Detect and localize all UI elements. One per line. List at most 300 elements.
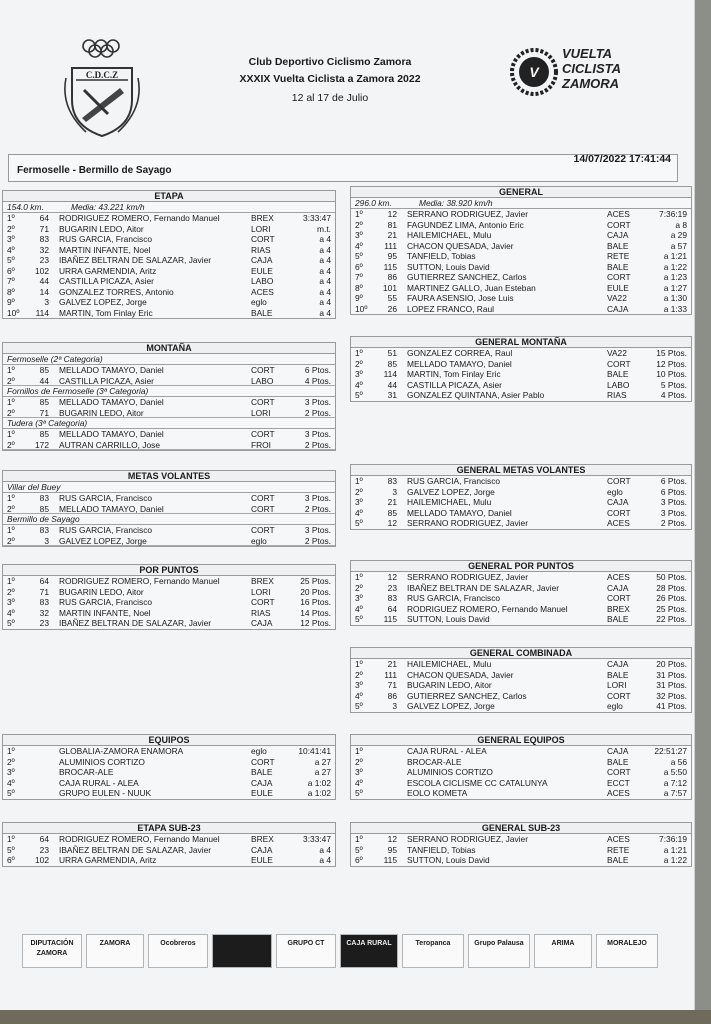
rider-name-cell: TANFIELD, Tobias	[407, 844, 476, 855]
table-title: MONTAÑA	[3, 343, 335, 354]
team-code-cell: CAJA	[607, 230, 629, 240]
bib-cell: 14	[39, 286, 49, 297]
bib-cell: 102	[35, 265, 49, 276]
rider-name-cell: GRUPO EULEN - NUUK	[59, 788, 152, 798]
team-code-cell: BREX	[607, 603, 630, 614]
rider-name-cell: MELLADO TAMAYO, Daniel	[59, 429, 164, 439]
table-row	[351, 497, 691, 508]
sub23-table	[2, 822, 336, 867]
bib-cell: 23	[387, 582, 397, 593]
rank-cell: 5º	[7, 618, 15, 628]
bib-cell: 83	[387, 476, 397, 486]
rank-cell: 1º	[7, 576, 15, 586]
table-row	[3, 276, 335, 287]
rider-name-cell: FAGUNDEZ LIMA, Antonio Eric	[407, 219, 524, 230]
table-row	[351, 583, 691, 594]
result-cell: a 29	[670, 230, 687, 240]
table-row	[351, 680, 691, 691]
rank-cell: 3º	[7, 767, 15, 777]
rider-name-cell: GUTIERREZ SANCHEZ, Carlos	[407, 272, 527, 282]
table-row	[351, 701, 691, 712]
rank-cell: 3º	[355, 680, 363, 690]
rank-cell: 6º	[7, 265, 15, 276]
rider-name-cell: RODRIGUEZ ROMERO, Fernando Manuel	[59, 576, 220, 586]
result-cell: a 5:50	[663, 767, 687, 777]
table-row	[3, 746, 335, 757]
result-cell: 25 Ptos.	[656, 603, 687, 614]
bib-cell: 12	[387, 209, 397, 219]
team-code-cell: CORT	[251, 525, 275, 535]
result-cell: 3 Ptos.	[660, 507, 687, 518]
result-cell: 3:33:47	[303, 834, 331, 844]
rider-name-cell: RUS GARCIA, Francisco	[59, 234, 153, 244]
bib-cell: 44	[39, 375, 49, 386]
bib-cell: 85	[39, 365, 49, 375]
team-code-cell: LORI	[251, 407, 271, 418]
bib-cell: 3	[44, 297, 49, 307]
rider-name-cell: MELLADO TAMAYO, Daniel	[59, 365, 164, 375]
result-cell: 22 Ptos.	[656, 614, 687, 624]
rider-name-cell: MELLADO TAMAYO, Daniel	[59, 397, 164, 407]
bib-cell: 71	[39, 407, 49, 418]
team-code-cell: CAJA	[607, 746, 629, 756]
result-cell: a 56	[670, 756, 687, 767]
rank-cell: 4º	[7, 244, 15, 255]
result-cell: 2 Ptos.	[660, 518, 687, 528]
team-code-cell: ACES	[251, 286, 274, 297]
team-code-cell: EULE	[251, 265, 273, 276]
team-code-cell: LORI	[251, 223, 271, 234]
team-code-cell: CORT	[607, 507, 631, 518]
rank-cell: 1º	[355, 746, 363, 756]
result-cell: a 1:02	[307, 777, 331, 788]
rider-name-cell: MARTINEZ GALLO, Juan Esteban	[407, 282, 536, 293]
result-cell: 26 Ptos.	[656, 593, 687, 603]
bib-cell: 71	[387, 680, 397, 690]
result-cell: 12 Ptos.	[656, 358, 687, 369]
distance: 154.0 km.	[7, 202, 44, 212]
team-code-cell: ACES	[607, 834, 630, 844]
rank-cell: 1º	[355, 834, 363, 844]
rider-name-cell: MARTIN, Tom Finlay Eric	[407, 369, 501, 379]
rider-name-cell: CAJA RURAL - ALEA	[59, 777, 139, 788]
rank-cell: 5º	[355, 390, 363, 400]
table-row	[3, 213, 335, 224]
rank-cell: 1º	[7, 397, 15, 407]
result-cell: 6 Ptos.	[660, 476, 687, 486]
team-code-cell: BALE	[607, 614, 629, 624]
rank-cell: 5º	[355, 701, 363, 711]
result-cell: m.t.	[317, 223, 331, 234]
rider-name-cell: GLOBALIA-ZAMORA ENAMORA	[59, 746, 184, 756]
table-row	[3, 397, 335, 408]
result-cell: 50 Ptos.	[656, 572, 687, 582]
rider-name-cell: IBAÑEZ BELTRAN DE SALAZAR, Javier	[59, 618, 212, 628]
rank-cell: 1º	[7, 493, 15, 503]
bib-cell: 64	[387, 603, 397, 614]
team-code-cell: ECCT	[607, 777, 630, 788]
result-cell: 22:51:27	[654, 746, 687, 756]
rank-cell: 8º	[7, 286, 15, 297]
team-code-cell: ACES	[607, 788, 630, 798]
table-title: GENERAL EQUIPOS	[351, 735, 691, 746]
team-code-cell: CAJA	[607, 303, 629, 314]
rank-cell: 6º	[355, 261, 363, 272]
rider-name-cell: RUS GARCIA, Francisco	[407, 593, 501, 603]
table-row	[351, 845, 691, 856]
team-code-cell: eglo	[251, 535, 267, 546]
bib-cell: 55	[387, 293, 397, 303]
rank-cell: 10º	[7, 307, 20, 318]
rider-name-cell: HAILEMICHAEL, Mulu	[407, 230, 492, 240]
table-row	[3, 255, 335, 266]
sponsor-logo: GRUPO CT	[276, 934, 336, 968]
table-row	[351, 262, 691, 273]
rank-cell: 2º	[355, 219, 363, 230]
table-row	[3, 834, 335, 845]
rider-name-cell: SUTTON, Louis David	[407, 855, 490, 865]
rider-name-cell: AUTRAN CARRILLO, Jose	[59, 439, 160, 450]
bib-cell: 31	[387, 390, 397, 400]
rank-cell: 4º	[355, 777, 363, 788]
table-row	[3, 234, 335, 245]
metas-table	[2, 470, 336, 547]
team-code-cell: LABO	[251, 375, 274, 386]
combinada-table	[350, 647, 692, 713]
sponsor-logo: ZAMORA	[86, 934, 144, 968]
result-cell: a 1:23	[663, 272, 687, 282]
table-row	[3, 608, 335, 619]
rider-name-cell: SERRANO RODRIGUEZ, Javier	[407, 572, 528, 582]
table-row	[351, 230, 691, 241]
result-cell: 4 Ptos.	[304, 375, 331, 386]
brand-line: CICLISTA	[562, 61, 621, 76]
team-code-cell: ACES	[607, 209, 630, 219]
rider-name-cell: GALVEZ LOPEZ, Jorge	[407, 701, 495, 711]
bib-cell: 64	[39, 576, 49, 586]
team-code-cell: BALE	[607, 669, 629, 680]
team-code-cell: CORT	[251, 597, 275, 607]
rank-cell: 8º	[355, 282, 363, 293]
race-dates: 12 al 17 de Julio	[291, 92, 369, 104]
bib-cell: 114	[383, 369, 397, 379]
table-title: ETAPA SUB-23	[3, 823, 335, 834]
rider-name-cell: IBAÑEZ BELTRAN DE SALAZAR, Javier	[407, 582, 560, 593]
team-code-cell: CAJA	[251, 844, 273, 855]
rider-name-cell: BUGARIN LEDO, Aitor	[59, 586, 144, 597]
team-code-cell: VA22	[607, 293, 627, 303]
table-row	[3, 365, 335, 376]
bib-cell: 44	[39, 276, 49, 286]
team-code-cell: CAJA	[251, 618, 273, 628]
rank-cell: 1º	[355, 572, 363, 582]
bib-cell: 23	[39, 255, 49, 265]
team-code-cell: CAJA	[607, 659, 629, 669]
result-cell: 7:36:19	[659, 834, 687, 844]
bib-cell: 86	[387, 272, 397, 282]
team-code-cell: RIAS	[251, 244, 271, 255]
rider-name-cell: CHACON QUESADA, Javier	[407, 240, 514, 251]
result-cell: a 1:22	[663, 855, 687, 865]
rider-name-cell: RUS GARCIA, Francisco	[59, 597, 153, 607]
result-cell: a 4	[319, 244, 331, 255]
team-code-cell: LORI	[607, 680, 627, 690]
table-row	[3, 788, 335, 799]
rider-name-cell: IBAÑEZ BELTRAN DE SALAZAR, Javier	[59, 255, 212, 265]
team-code-cell: BALE	[251, 767, 273, 777]
table-row	[351, 251, 691, 262]
result-cell: a 4	[319, 276, 331, 286]
table-row	[3, 597, 335, 608]
table-row	[351, 746, 691, 757]
team-code-cell: RETE	[607, 251, 630, 261]
result-cell: a 1:33	[663, 303, 687, 314]
team-code-cell: CORT	[251, 397, 275, 407]
bib-cell: 114	[35, 307, 49, 318]
rank-cell: 3º	[7, 597, 15, 607]
rider-name-cell: MELLADO TAMAYO, Daniel	[407, 358, 512, 369]
sponsor-logo: Teropanca	[402, 934, 464, 968]
bib-cell: 85	[387, 358, 397, 369]
table-row	[351, 380, 691, 391]
rank-cell: 2º	[7, 535, 15, 546]
table-row	[351, 487, 691, 498]
rank-cell: 10º	[355, 303, 368, 314]
table-row	[351, 209, 691, 220]
table-title: METAS VOLANTES	[3, 471, 335, 482]
rank-cell: 3º	[355, 593, 363, 603]
result-cell: a 1:02	[307, 788, 331, 798]
rider-name-cell: BROCAR-ALE	[59, 767, 114, 777]
table-row	[3, 587, 335, 598]
team-code-cell: CORT	[607, 767, 631, 777]
montana-table	[2, 342, 336, 451]
result-cell: a 4	[319, 265, 331, 276]
rider-name-cell: ALUMINIOS CORTIZO	[59, 756, 145, 767]
rider-name-cell: BUGARIN LEDO, Aitor	[407, 680, 492, 690]
rider-name-cell: GONZALEZ CORREA, Raul	[407, 348, 513, 358]
bib-cell: 21	[387, 497, 397, 507]
bib-cell: 83	[387, 593, 397, 603]
team-code-cell: eglo	[607, 701, 623, 711]
result-cell: a 7:12	[663, 777, 687, 788]
rank-cell: 2º	[7, 586, 15, 597]
rider-name-cell: MARTIN INFANTE, Noel	[59, 244, 151, 255]
result-cell: 3 Ptos.	[304, 525, 331, 535]
sponsor-strip	[22, 934, 672, 970]
result-cell: a 4	[319, 255, 331, 265]
rank-cell: 1º	[355, 659, 363, 669]
team-code-cell: CORT	[607, 358, 631, 369]
table-row	[351, 348, 691, 359]
rank-cell: 1º	[7, 525, 15, 535]
rider-name-cell: URRA GARMENDIA, Aritz	[59, 855, 157, 865]
bib-cell: 12	[387, 518, 397, 528]
team-code-cell: RIAS	[251, 607, 271, 618]
rider-name-cell: GALVEZ LOPEZ, Jorge	[59, 297, 147, 307]
bib-cell: 12	[387, 572, 397, 582]
team-code-cell: CORT	[251, 493, 275, 503]
rank-cell: 3º	[7, 234, 15, 244]
result-cell: 10 Ptos.	[656, 369, 687, 379]
equipos-table	[2, 734, 336, 800]
team-code-cell: RETE	[607, 844, 630, 855]
bib-cell: 21	[387, 230, 397, 240]
table-row	[3, 493, 335, 504]
result-cell: 3 Ptos.	[304, 429, 331, 439]
table-row	[351, 767, 691, 778]
general-equipos-table	[350, 734, 692, 800]
rank-cell: 2º	[355, 358, 363, 369]
rider-name-cell: HAILEMICHAEL, Mulu	[407, 659, 492, 669]
bib-cell: 64	[39, 213, 49, 223]
table-title: GENERAL POR PUNTOS	[351, 561, 691, 572]
rank-cell: 6º	[7, 855, 15, 865]
rank-cell: 3º	[355, 369, 363, 379]
team-code-cell: BALE	[251, 307, 273, 318]
table-row	[351, 778, 691, 789]
team-code-cell: EULE	[251, 788, 273, 798]
rider-name-cell: SERRANO RODRIGUEZ, Javier	[407, 834, 528, 844]
bib-cell: 83	[39, 493, 49, 503]
team-code-cell: CORT	[607, 219, 631, 230]
team-code-cell: eglo	[251, 297, 267, 307]
rank-cell: 9º	[355, 293, 363, 303]
table-row	[3, 778, 335, 789]
etapa-table	[2, 190, 336, 319]
table-row	[3, 408, 335, 419]
result-cell: 32 Ptos.	[656, 690, 687, 701]
rank-cell: 2º	[7, 375, 15, 386]
svg-text:C.D.C.Z: C.D.C.Z	[85, 70, 119, 80]
rank-cell: 2º	[355, 582, 363, 593]
rank-cell: 2º	[355, 669, 363, 680]
table-row	[351, 855, 691, 866]
bib-cell: 85	[39, 429, 49, 439]
team-code-cell: LORI	[251, 586, 271, 597]
puntos-table	[2, 564, 336, 630]
rank-cell: 3º	[355, 497, 363, 507]
result-cell: 12 Ptos.	[300, 618, 331, 628]
sponsor-logo: Ocobreros	[148, 934, 208, 968]
rank-cell: 7º	[355, 272, 363, 282]
team-code-cell: BREX	[251, 576, 274, 586]
table-row	[3, 855, 335, 866]
result-cell: a 7:57	[663, 788, 687, 798]
table-row	[3, 618, 335, 629]
table-title: GENERAL METAS VOLANTES	[351, 465, 691, 476]
team-code-cell: FROI	[251, 439, 272, 450]
result-cell: 28 Ptos.	[656, 582, 687, 593]
table-row	[351, 659, 691, 670]
team-code-cell: eglo	[607, 486, 623, 497]
table-row	[3, 576, 335, 587]
table-row	[3, 536, 335, 547]
result-cell: 41 Ptos.	[656, 701, 687, 711]
rider-name-cell: IBAÑEZ BELTRAN DE SALAZAR, Javier	[59, 844, 212, 855]
rider-name-cell: BUGARIN LEDO, Aitor	[59, 223, 144, 234]
race-name: XXXIX Vuelta Ciclista a Zamora 2022	[239, 73, 421, 85]
team-code-cell: CORT	[251, 234, 275, 244]
table-row	[3, 504, 335, 515]
rider-name-cell: MELLADO TAMAYO, Daniel	[407, 507, 512, 518]
result-cell: a 57	[670, 240, 687, 251]
bib-cell: 3	[392, 486, 397, 497]
table-row	[3, 525, 335, 536]
team-code-cell: LABO	[607, 379, 630, 390]
rider-name-cell: ESCOLA CICLISME CC CATALUNYA	[407, 777, 548, 788]
bib-cell: 3	[392, 701, 397, 711]
table-title: GENERAL MONTAÑA	[351, 337, 691, 348]
bib-cell: 95	[387, 844, 397, 855]
team-code-cell: EULE	[607, 282, 629, 293]
rider-name-cell: RODRIGUEZ ROMERO, Fernando Manuel	[59, 834, 220, 844]
result-cell: 2 Ptos.	[304, 439, 331, 450]
table-row	[3, 429, 335, 440]
table-row	[351, 304, 691, 315]
rank-cell: 4º	[355, 379, 363, 390]
general-puntos-table	[350, 560, 692, 626]
bib-cell: 26	[387, 303, 397, 314]
rank-cell: 2º	[355, 486, 363, 497]
rider-name-cell: CAJA RURAL - ALEA	[407, 746, 487, 756]
team-code-cell: CAJA	[251, 255, 273, 265]
result-cell: 3 Ptos.	[304, 397, 331, 407]
team-code-cell: CORT	[607, 690, 631, 701]
team-code-cell: ACES	[607, 572, 630, 582]
bib-cell: 95	[387, 251, 397, 261]
result-cell: 14 Ptos.	[300, 607, 331, 618]
table-row	[3, 287, 335, 298]
sponsor-logo: DIPUTACIÓN ZAMORA	[22, 934, 82, 968]
group-heading: Villar del Buey	[3, 482, 335, 493]
team-code-cell: EULE	[251, 855, 273, 865]
table-row	[3, 224, 335, 235]
sponsor-logo	[212, 934, 272, 968]
rank-cell: 5º	[355, 251, 363, 261]
team-code-cell: CAJA	[251, 777, 273, 788]
rank-cell: 2º	[7, 407, 15, 418]
table-row	[351, 691, 691, 702]
rider-name-cell: GONZALEZ TORRES, Antonio	[59, 286, 174, 297]
bib-cell: 23	[39, 618, 49, 628]
rider-name-cell: CASTILLA PICAZA, Asier	[59, 276, 154, 286]
rider-name-cell: HAILEMICHAEL, Mulu	[407, 497, 492, 507]
bib-cell: 115	[383, 614, 397, 624]
team-code-cell: CAJA	[607, 582, 629, 593]
brand-line: VUELTA	[562, 46, 613, 61]
bib-cell: 101	[383, 282, 397, 293]
rank-cell: 7º	[7, 276, 15, 286]
team-code-cell: CORT	[251, 365, 275, 375]
rank-cell: 2º	[355, 756, 363, 767]
bib-cell: 21	[387, 659, 397, 669]
table-row	[351, 757, 691, 768]
rank-cell: 2º	[7, 503, 15, 514]
table-row	[3, 440, 335, 451]
rank-cell: 5º	[355, 844, 363, 855]
rider-name-cell: GUTIERREZ SANCHEZ, Carlos	[407, 690, 527, 701]
rider-name-cell: CHACON QUESADA, Javier	[407, 669, 514, 680]
team-code-cell: CAJA	[607, 497, 629, 507]
general-sub23-table	[350, 822, 692, 867]
team-code-cell: eglo	[251, 746, 267, 756]
result-cell: 2 Ptos.	[304, 407, 331, 418]
result-cell: 31 Ptos.	[656, 669, 687, 680]
rank-cell: 5º	[355, 518, 363, 528]
table-info	[3, 202, 335, 213]
team-code-cell: LABO	[251, 276, 274, 286]
